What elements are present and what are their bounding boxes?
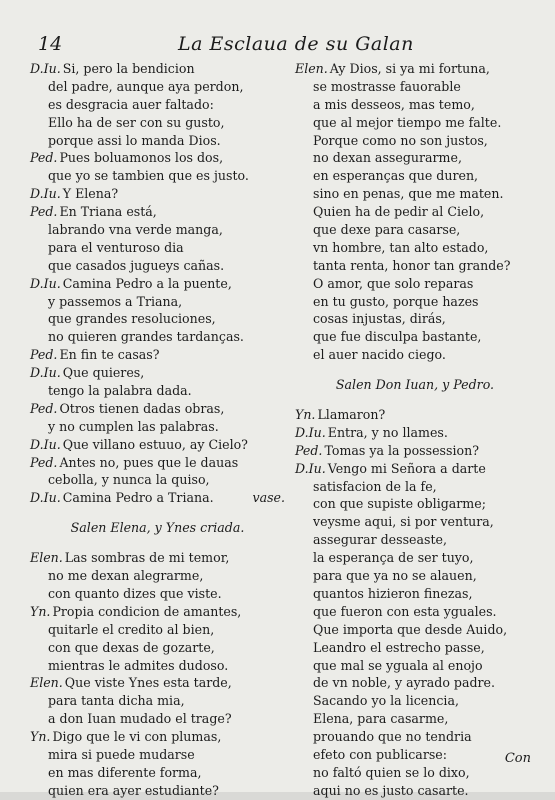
verse-line [30,132,285,150]
verse-line [30,585,285,603]
verse-line [295,621,535,639]
verse-text: y no cumplen las palabras. [48,418,219,434]
verse-text: Que importa que desde Auido, [313,621,508,637]
verse-text: de vn noble, y ayrado padre. [313,675,496,691]
verse-text: Digo que le vi con plumas, [52,729,222,745]
verse-text: cosas injustas, dirás, [313,311,446,327]
speaker-name: D.Iu. [295,424,326,440]
verse-text: Y Elena? [62,186,119,202]
speaker-name: Ped. [30,150,58,166]
spacer [30,507,285,519]
verse-text: efeto con publicarse: [313,746,447,762]
verse-text: Sacando yo la licencia, [313,693,459,709]
speech-line [30,275,285,293]
verse-text: Propia condicion de amantes, [52,603,242,619]
verse-line [30,418,285,436]
verse-line [295,764,535,782]
spacer [295,394,535,406]
verse-text: no dexan assegurarme, [313,150,462,166]
stage-direction: Salen Elena, y Ynes criada. [70,520,245,536]
verse-line [295,782,535,800]
verse-line [30,382,285,400]
verse-text: tanta renta, honor tan grande? [313,257,511,273]
speaker-name: Yn. [30,729,51,745]
verse-line [30,328,285,346]
verse-text: Antes no, pues que le dauas [59,454,239,470]
verse-line [30,471,285,489]
verse-line [30,257,285,275]
verse-line [30,239,285,257]
speech-line [30,185,285,203]
verse-text: aqui no es justo casarte. [313,782,469,798]
verse-text: con que dexas de gozarte, [48,639,215,655]
verse-line [30,657,285,675]
verse-line [295,167,535,185]
page-header [30,33,525,57]
verse-text: en esperanças que duren, [313,168,479,184]
verse-text: y passemos a Triana, [48,293,183,309]
verse-text: que fue disculpa bastante, [313,329,482,345]
verse-text: mira si puede mudarse [48,746,195,762]
verse-line [295,639,535,657]
verse-line [295,346,535,364]
verse-text: Otros tienen dadas obras, [59,400,225,416]
verse-line [30,567,285,585]
verse-line [295,657,535,675]
verse-line [30,621,285,639]
verse-text: Si, pero la bendicion [62,61,195,76]
verse-text: para el venturoso dia [48,239,184,255]
verse-text: la esperança de ser tuyo, [313,550,474,566]
verse-text: assegurar desseaste, [313,532,447,548]
speech-line [30,549,285,567]
left-column [30,60,285,800]
verse-text: sino en penas, que me maten. [313,186,504,202]
verse-text: se mostrasse fauorable [313,78,461,94]
verse-text: prouando que no tendria [313,729,472,745]
verse-text: el auer nacido ciego. [313,347,446,363]
verse-text: Ay Dios, si ya mi fortuna, [329,61,490,76]
verse-text: no quieren grandes tardanças. [48,329,244,345]
verse-line [30,293,285,311]
verse-text: Pues boluamonos los dos, [59,150,224,166]
verse-text: que yo se tambien que es justo. [48,168,249,184]
verse-line [295,78,535,96]
verse-line [30,639,285,657]
stage-aside: vase. [252,490,285,506]
speech-line [295,60,535,78]
right-column [295,60,535,800]
verse-line [295,257,535,275]
speaker-name: D.Iu. [30,275,61,291]
verse-line [30,764,285,782]
speaker-name: Ped. [30,400,58,416]
verse-line [295,221,535,239]
verse-text: Que viste Ynes esta tarde, [64,675,232,691]
verse-line [295,203,535,221]
verse-text: labrando vna verde manga, [48,222,223,238]
verse-text: porque assi lo manda Dios. [48,132,221,148]
verse-text: que grandes resoluciones, [48,311,216,327]
verse-text: Que quieres, [62,365,145,381]
verse-line [30,710,285,728]
catchword: Con [504,751,531,766]
speech-line [30,400,285,418]
verse-text: que fueron con esta yguales. [313,603,497,619]
verse-line [295,585,535,603]
verse-text: en mas diferente forma, [48,764,202,780]
verse-text: quitarle el credito al bien, [48,621,215,637]
verse-line [30,167,285,185]
verse-line [295,692,535,710]
speech-line [295,424,535,442]
verse-line [295,567,535,585]
verse-line [295,495,535,513]
stage-direction: Salen Don Iuan, y Pedro. [335,377,495,393]
verse-line [30,782,285,800]
speech-line [30,489,285,507]
verse-line [295,310,535,328]
speech-line [30,436,285,454]
verse-line [295,114,535,132]
verse-text: con quanto dizes que viste. [48,585,222,601]
verse-text: Las sombras de mi temor, [64,550,230,566]
verse-line [30,746,285,764]
verse-text: del padre, aunque aya perdon, [48,78,244,94]
running-title: La Esclaua de su Galan [178,33,414,55]
verse-line [295,710,535,728]
speaker-name: D.Iu. [30,186,61,202]
verse-line [30,221,285,239]
verse-text: Entra, y no llames. [327,424,448,440]
verse-line [30,78,285,96]
verse-line [295,275,535,293]
speech-line [30,203,285,221]
speaker-name: D.Iu. [295,460,326,476]
verse-text: es desgracia auer faltado: [48,96,214,112]
verse-text: Tomas ya la possession? [324,442,479,458]
verse-line [295,549,535,567]
speech-line [30,346,285,364]
verse-text: Vengo mi Señora a darte [327,460,486,476]
verse-text: mientras le admites dudoso. [48,657,229,673]
verse-text: Camina Pedro a Triana. [62,490,214,506]
speech-line [30,60,285,78]
verse-line [295,239,535,257]
verse-text: con que supiste obligarme; [313,496,486,512]
verse-text: Que villano estuuo, ay Cielo? [62,436,248,452]
speech-line [30,603,285,621]
verse-text: vn hombre, tan alto estado, [313,239,489,255]
verse-line [295,149,535,167]
speaker-name: D.Iu. [30,365,61,381]
verse-line [295,674,535,692]
verse-text: a mis desseos, mas temo, [313,96,475,112]
speaker-name: Ped. [30,204,58,220]
speech-line [295,406,535,424]
verse-text: quien era ayer estudiante? [48,782,219,798]
verse-line [295,603,535,621]
verse-text: que al mejor tiempo me falte. [313,114,502,130]
verse-line [30,310,285,328]
verse-line [295,328,535,346]
verse-text: quantos hizieron finezas, [313,585,473,601]
speaker-name: D.Iu. [30,490,61,506]
verse-text: Llamaron? [317,407,386,423]
speech-line [295,460,535,478]
verse-text: para tanta dicha mia, [48,693,185,709]
verse-line [30,692,285,710]
verse-line [295,531,535,549]
verse-text: a don Iuan mudado el trage? [48,711,232,727]
verse-text: no me dexan alegrarme, [48,568,204,584]
verse-text: En fin te casas? [59,347,160,363]
verse-text: Elena, para casarme, [313,711,449,727]
verse-text: que dexe para casarse, [313,222,461,238]
spacer [295,364,535,376]
verse-text: cebolla, y nunca la quiso, [48,472,210,488]
verse-text: que mal se yguala al enojo [313,657,483,673]
speaker-name: Ped. [295,442,323,458]
verse-line [295,132,535,150]
speaker-name: Yn. [295,407,316,423]
speaker-name: Ped. [30,454,58,470]
verse-line [295,513,535,531]
verse-text: que casados jugueys cañas. [48,257,225,273]
verse-line [30,96,285,114]
speaker-name: Yn. [30,603,51,619]
verse-text: Leandro el estrecho passe, [313,639,485,655]
verse-text: en tu gusto, porque hazes [313,293,479,309]
speech-line [30,149,285,167]
speaker-name: Elen. [30,675,63,691]
verse-text: para que ya no se alauen, [313,568,477,584]
spacer [30,537,285,549]
verse-line [295,185,535,203]
verse-text: Quien ha de pedir al Cielo, [313,204,485,220]
verse-line [30,114,285,132]
verse-text: tengo la palabra dada. [48,383,192,399]
speech-line [30,674,285,692]
verse-text: Ello ha de ser con su gusto, [48,114,225,130]
speech-line [295,442,535,460]
verse-line [295,96,535,114]
speech-line [30,364,285,382]
verse-text: satisfacion de la fe, [313,478,437,494]
verse-text: En Triana está, [59,204,157,220]
verse-line [295,746,535,764]
speech-line [30,728,285,746]
verse-text: no faltó quien se lo dixo, [313,764,470,780]
verse-line [295,728,535,746]
verse-text: veysme aqui, si por ventura, [313,514,494,530]
speaker-name: Ped. [30,347,58,363]
speaker-name: D.Iu. [30,61,61,76]
speaker-name: Elen. [295,61,328,76]
speaker-name: Elen. [30,550,63,566]
verse-line [295,293,535,311]
verse-text: O amor, que solo reparas [313,275,474,291]
speaker-name: D.Iu. [30,436,61,452]
verse-text: Porque como no son justos, [313,132,488,148]
verse-line [295,478,535,496]
page-number: 14 [38,33,63,55]
speech-line [30,454,285,472]
verse-text: Camina Pedro a la puente, [62,275,232,291]
